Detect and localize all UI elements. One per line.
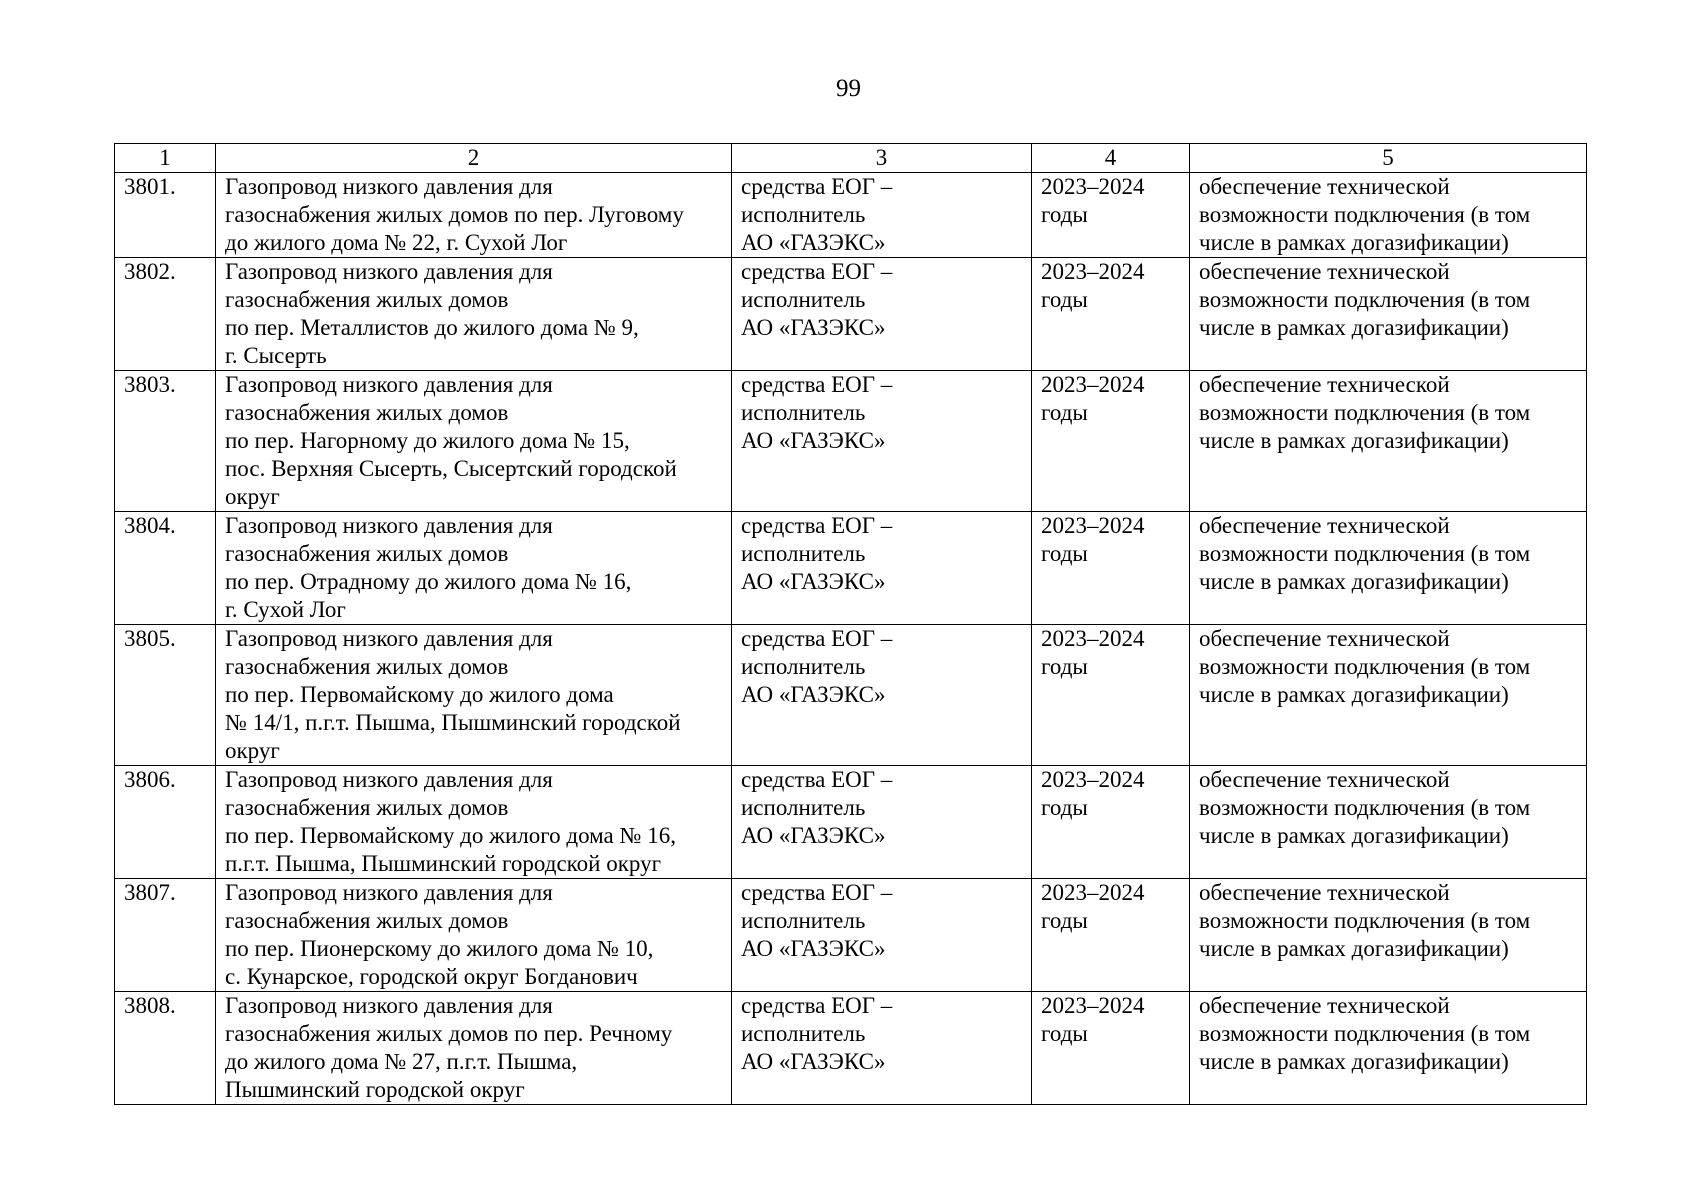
cell-text-line: 2023–2024 (1041, 259, 1145, 284)
cell-text-line: числе в рамках догазификации) (1199, 569, 1509, 594)
funding-source-cell (732, 371, 1032, 512)
purpose-cell (1190, 625, 1587, 766)
row-number-cell: 3806. (115, 766, 216, 879)
cell-text-line: обеспечение технической (1199, 880, 1450, 905)
purpose-cell (1190, 512, 1587, 625)
table-row (115, 766, 1587, 879)
purpose-cell (1190, 879, 1587, 992)
column-header-3: 3 (732, 144, 1032, 173)
cell-text-line: возможности подключения (в том (1199, 795, 1531, 820)
row-number-cell: 3804. (115, 512, 216, 625)
column-header-4: 4 (1032, 144, 1190, 173)
purpose-cell (1190, 258, 1587, 371)
cell-text-line: возможности подключения (в том (1199, 400, 1531, 425)
cell-text-line: исполнитель (741, 287, 866, 312)
period-cell (1032, 258, 1190, 371)
cell-text-line: годы (1041, 1021, 1088, 1046)
cell-text-line: годы (1041, 287, 1088, 312)
cell-text-line: АО «ГАЗЭКС» (741, 682, 886, 707)
period-cell (1032, 879, 1190, 992)
cell-text-line: числе в рамках догазификации) (1199, 682, 1509, 707)
page-number: 99 (836, 75, 861, 102)
cell-text-line: АО «ГАЗЭКС» (741, 230, 886, 255)
cell-text-line: возможности подключения (в том (1199, 202, 1531, 227)
cell-text-line: обеспечение технической (1199, 767, 1450, 792)
column-header-2: 2 (216, 144, 732, 173)
purpose-cell (1190, 173, 1587, 258)
cell-text-line: № 14/1, п.г.т. Пышма, Пышминский городской (225, 710, 681, 735)
cell-text-line: средства ЕОГ – (741, 513, 893, 538)
funding-source-cell (732, 766, 1032, 879)
cell-text-line: числе в рамках догазификации) (1199, 428, 1509, 453)
cell-text-line: исполнитель (741, 908, 866, 933)
cell-text-line: Газопровод низкого давления для (225, 259, 553, 284)
cell-text-line: средства ЕОГ – (741, 626, 893, 651)
cell-text-line: средства ЕОГ – (741, 767, 893, 792)
cell-text-line: АО «ГАЗЭКС» (741, 936, 886, 961)
cell-text-line: средства ЕОГ – (741, 880, 893, 905)
funding-source-cell (732, 879, 1032, 992)
cell-text-line: возможности подключения (в том (1199, 908, 1531, 933)
cell-text-line: 2023–2024 (1041, 767, 1145, 792)
cell-text-line: обеспечение технической (1199, 259, 1450, 284)
header-row (115, 144, 1587, 173)
cell-text-line: Газопровод низкого давления для (225, 626, 553, 651)
object-name-cell (216, 371, 732, 512)
cell-text-line: годы (1041, 202, 1088, 227)
cell-text-line: Газопровод низкого давления для (225, 993, 553, 1018)
period-cell (1032, 173, 1190, 258)
cell-text-line: исполнитель (741, 795, 866, 820)
row-number-cell: 3808. (115, 992, 216, 1105)
cell-text-line: исполнитель (741, 202, 866, 227)
object-name-cell (216, 173, 732, 258)
row-number-cell: 3801. (115, 173, 216, 258)
cell-text-line: Газопровод низкого давления для (225, 174, 553, 199)
cell-text-line: годы (1041, 795, 1088, 820)
cell-text-line: газоснабжения жилых домов (225, 541, 509, 566)
cell-text-line: с. Кунарское, городской округ Богданович (225, 964, 638, 989)
cell-text-line: газоснабжения жилых домов (225, 400, 509, 425)
cell-text-line: годы (1041, 908, 1088, 933)
funding-source-cell (732, 258, 1032, 371)
cell-text-line: по пер. Нагорному до жилого дома № 15, (225, 428, 630, 453)
cell-text-line: средства ЕОГ – (741, 174, 893, 199)
cell-text-line: средства ЕОГ – (741, 993, 893, 1018)
cell-text-line: обеспечение технической (1199, 993, 1450, 1018)
cell-text-line: газоснабжения жилых домов по пер. Луговому (225, 202, 684, 227)
object-name-cell (216, 766, 732, 879)
column-header-5: 5 (1190, 144, 1587, 173)
cell-text-line: исполнитель (741, 1021, 866, 1046)
period-cell (1032, 512, 1190, 625)
cell-text-line: средства ЕОГ – (741, 259, 893, 284)
object-name-cell (216, 512, 732, 625)
object-name-cell (216, 625, 732, 766)
cell-text-line: числе в рамках догазификации) (1199, 936, 1509, 961)
cell-text-line: газоснабжения жилых домов (225, 795, 509, 820)
period-cell (1032, 766, 1190, 879)
funding-source-cell (732, 625, 1032, 766)
row-number-cell: 3802. (115, 258, 216, 371)
cell-text-line: 2023–2024 (1041, 174, 1145, 199)
table-row (115, 371, 1587, 512)
cell-text-line: обеспечение технической (1199, 513, 1450, 538)
cell-text-line: 2023–2024 (1041, 626, 1145, 651)
purpose-cell (1190, 766, 1587, 879)
cell-text-line: АО «ГАЗЭКС» (741, 315, 886, 340)
cell-text-line: числе в рамках догазификации) (1199, 823, 1509, 848)
cell-text-line: пос. Верхняя Сысерть, Сысертский городской (225, 456, 677, 481)
table-row (115, 258, 1587, 371)
funding-source-cell (732, 992, 1032, 1105)
cell-text-line: по пер. Первомайскому до жилого дома (225, 682, 614, 707)
cell-text-line: годы (1041, 400, 1088, 425)
object-name-cell (216, 879, 732, 992)
object-name-cell (216, 258, 732, 371)
cell-text-line: п.г.т. Пышма, Пышминский городской округ (225, 851, 662, 876)
cell-text-line: до жилого дома № 27, п.г.т. Пышма, (225, 1049, 578, 1074)
cell-text-line: АО «ГАЗЭКС» (741, 428, 886, 453)
cell-text-line: г. Сысерть (225, 343, 327, 368)
cell-text-line: возможности подключения (в том (1199, 654, 1531, 679)
cell-text-line: числе в рамках догазификации) (1199, 315, 1509, 340)
cell-text-line: по пер. Отрадному до жилого дома № 16, (225, 569, 632, 594)
registry-table (114, 143, 1587, 1105)
cell-text-line: по пер. Пионерскому до жилого дома № 10, (225, 936, 654, 961)
cell-text-line: обеспечение технической (1199, 174, 1450, 199)
cell-text-line: 2023–2024 (1041, 880, 1145, 905)
cell-text-line: по пер. Металлистов до жилого дома № 9, (225, 315, 639, 340)
purpose-cell (1190, 371, 1587, 512)
cell-text-line: округ (225, 738, 280, 763)
cell-text-line: годы (1041, 654, 1088, 679)
table-row (115, 992, 1587, 1105)
cell-text-line: газоснабжения жилых домов (225, 654, 509, 679)
column-header-1: 1 (115, 144, 216, 173)
table-row (115, 879, 1587, 992)
cell-text-line: газоснабжения жилых домов (225, 287, 509, 312)
cell-text-line: Газопровод низкого давления для (225, 767, 553, 792)
period-cell (1032, 625, 1190, 766)
cell-text-line: 2023–2024 (1041, 372, 1145, 397)
table-row (115, 512, 1587, 625)
cell-text-line: 2023–2024 (1041, 513, 1145, 538)
cell-text-line: исполнитель (741, 541, 866, 566)
table-row (115, 625, 1587, 766)
cell-text-line: средства ЕОГ – (741, 372, 893, 397)
cell-text-line: обеспечение технической (1199, 626, 1450, 651)
cell-text-line: возможности подключения (в том (1199, 287, 1531, 312)
period-cell (1032, 371, 1190, 512)
table-body (115, 173, 1587, 1105)
object-name-cell (216, 992, 732, 1105)
cell-text-line: газоснабжения жилых домов (225, 908, 509, 933)
cell-text-line: АО «ГАЗЭКС» (741, 823, 886, 848)
cell-text-line: числе в рамках догазификации) (1199, 1049, 1509, 1074)
cell-text-line: исполнитель (741, 400, 866, 425)
row-number-cell: 3803. (115, 371, 216, 512)
cell-text-line: исполнитель (741, 654, 866, 679)
cell-text-line: АО «ГАЗЭКС» (741, 569, 886, 594)
cell-text-line: Газопровод низкого давления для (225, 880, 553, 905)
cell-text-line: г. Сухой Лог (225, 597, 346, 622)
cell-text-line: АО «ГАЗЭКС» (741, 1049, 886, 1074)
row-number-cell: 3805. (115, 625, 216, 766)
funding-source-cell (732, 512, 1032, 625)
cell-text-line: округ (225, 484, 280, 509)
period-cell (1032, 992, 1190, 1105)
cell-text-line: газоснабжения жилых домов по пер. Речному (225, 1021, 673, 1046)
purpose-cell (1190, 992, 1587, 1105)
table-row (115, 173, 1587, 258)
cell-text-line: Газопровод низкого давления для (225, 513, 553, 538)
cell-text-line: возможности подключения (в том (1199, 1021, 1531, 1046)
cell-text-line: Пышминский городской округ (225, 1077, 525, 1102)
cell-text-line: возможности подключения (в том (1199, 541, 1531, 566)
cell-text-line: 2023–2024 (1041, 993, 1145, 1018)
cell-text-line: до жилого дома № 22, г. Сухой Лог (225, 230, 568, 255)
cell-text-line: Газопровод низкого давления для (225, 372, 553, 397)
cell-text-line: числе в рамках догазификации) (1199, 230, 1509, 255)
funding-source-cell (732, 173, 1032, 258)
cell-text-line: годы (1041, 541, 1088, 566)
cell-text-line: по пер. Первомайскому до жилого дома № 16, (225, 823, 676, 848)
cell-text-line: обеспечение технической (1199, 372, 1450, 397)
row-number-cell: 3807. (115, 879, 216, 992)
